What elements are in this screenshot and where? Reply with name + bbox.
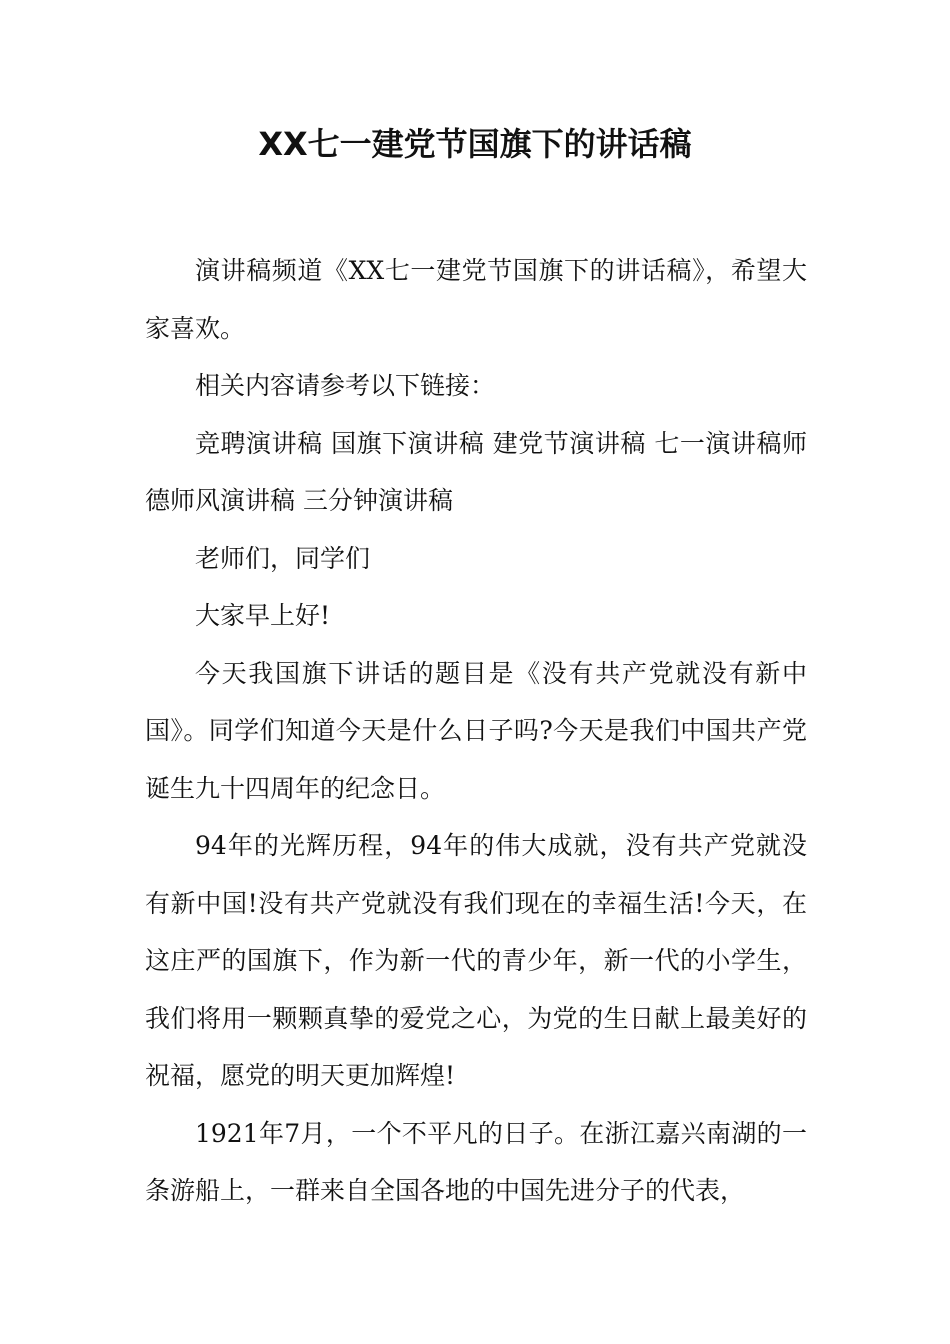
intro-paragraph: 演讲稿频道《XX七一建党节国旗下的讲话稿》，希望大家喜欢。 [145,256,807,343]
history-paragraph: 1921年7月，一个不平凡的日子。在浙江嘉兴南湖的一条游船上，一群来自全国各地的中国先进分子的代表， [145,1118,807,1205]
speech-topic-paragraph: 今天我国旗下讲话的题目是《没有共产党就没有新中国》。同学们知道今天是什么日子吗?今天是我们中国共产党诞生九十四周年的纪念日。 [145,658,807,803]
document-title: XX七一建党节国旗下的讲话稿 [258,125,692,163]
link-party-day-speech[interactable]: 建党节演讲稿 [492,428,646,458]
related-links-heading: 相关内容请参考以下链接： [195,371,496,400]
link-flag-speech[interactable]: 国旗下演讲稿 [331,428,485,458]
link-teacher-ethics-speech[interactable]: 师德师风演讲稿 [145,428,807,515]
link-three-minute-speech[interactable]: 三分钟演讲稿 [302,486,453,515]
achievements-paragraph: 94年的光辉历程，94年的伟大成就，没有共产党就没有新中国!没有共产党就没有我们现在的幸福生活!今天，在这庄严的国旗下，作为新一代的青少年，新一代的小学生，我们将用一颗颗真挚的爱党之心，为党的生日献上最美好的祝福，愿党的明天更加辉煌! [145,831,807,1090]
link-july-first-speech[interactable]: 七一演讲稿 [654,428,782,458]
greeting-good-morning: 大家早上好! [195,601,331,630]
document-body [145,242,807,1220]
greeting-teachers-students: 老师们，同学们 [195,543,371,573]
related-links-list [145,415,807,530]
link-competition-speech[interactable]: 竞聘演讲稿 [195,428,323,458]
